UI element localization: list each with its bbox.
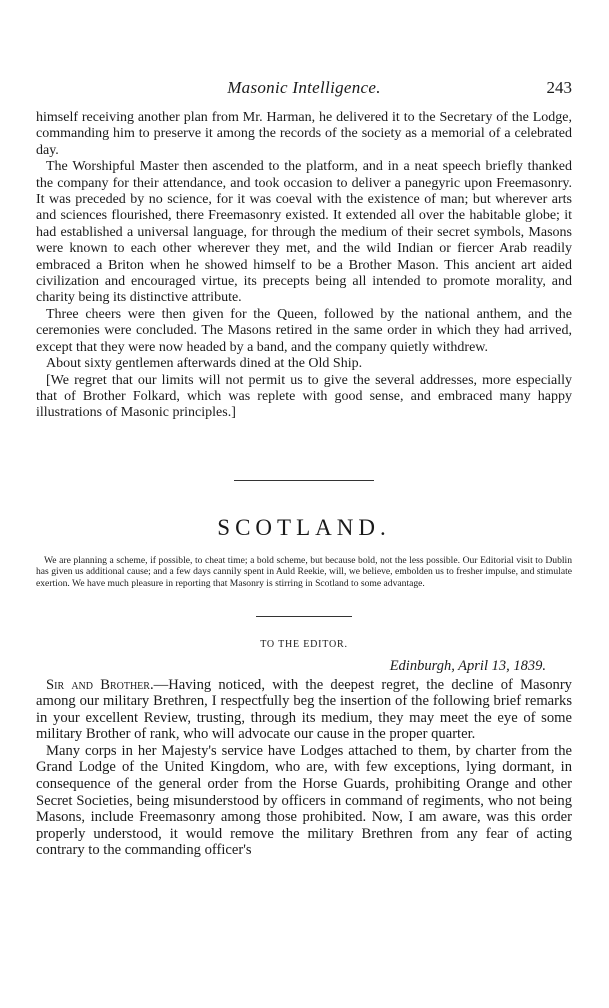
article-paragraph-3: Three cheers were then given for the Queen, followed by the national anthem, and the ceremonies were concluded. The Masons retired in the same order in which they had arrived, except that they were now headed by a band, and the company quietly withdrew. (36, 306, 572, 355)
letter-heading: TO THE EDITOR. (260, 638, 348, 650)
note-divider (256, 616, 352, 617)
letter-salutation: Sir and Brother. (46, 676, 154, 693)
section-divider (234, 480, 374, 481)
article-paragraph-2: The Worshipful Master then ascended to the platform, and in a neat speech briefly thanked the company for their attendance, and took occasion to deliver a panegyric upon Freemasonry. It was preceded by no science, for it was coeval with the existence of man; but wherever arts and sciences flourished, there Freemasonry existed. It extended all over the habitable globe; it had established a universal language, for through the medium of their secret symbols, Masons were known to each other wherever they met, and the wild Indian or fiercer Arab readily embraced a Briton when he showed himself to be a Brother Mason. This ancient art aided civilization and encouraged virtue, its precepts being all intended to promote morality, and charity being its distinctive attribute. (36, 159, 572, 306)
editorial-note: We are planning a scheme, if possible, to cheat time; a bold scheme, but because bold, not the less possible. Our Editorial visit to Dublin has given us additional cause; and a few days cannily spent in Auld Reekie, will, we believe, embolden us to fresher impulse, and stimulate exertion. We have much pleasure in reporting that Masonry is stirring in Scotland to some advantage. (36, 554, 572, 589)
article-paragraph-5: [We regret that our limits will not permit us to give the several addresses, more especially that of Brother Folkard, which was replete with good sense, and embraced many happy illustrations of Masonic principles.] (36, 372, 572, 421)
article-paragraph-4: About sixty gentlemen afterwards dined at the Old Ship. (46, 356, 363, 372)
running-head (36, 78, 572, 104)
page-number: 243 (546, 78, 572, 97)
article-text (36, 110, 572, 422)
running-title: Masonic Intelligence. (227, 78, 381, 97)
letter-paragraph-1 (36, 677, 572, 743)
letter-paragraph-2: Many corps in her Majesty's service have Lodges attached to them, by charter from the Grand Lodge of the United Kingdom, who are, with few exceptions, lying dormant, in consequence of the general order from the Horse Guards, prohibiting Orange and other Secret Societies, being misunderstood by officers in command of regiments, who not being Masons, include Freemasonry among those prohibited. Now, I am aware, was this order properly understood, it would remove the military Brethren from any fear of acting contrary to the commanding officer's (36, 742, 572, 859)
letter-dateline: Edinburgh, April 13, 1839. (389, 657, 546, 674)
section-heading-scotland: SCOTLAND. (217, 514, 391, 540)
letter-body (36, 677, 572, 860)
letter-paragraph-1-text: —Having noticed, with the deepest regret, the decline of Masonry among our military Brethren, I respectfully beg the insertion of the following brief remarks in your excellent Review, trusting, through its medium, they may meet the eye of some military Brother of rank, who will advocate our cause in the proper quarter. (36, 676, 572, 743)
book-page (36, 78, 572, 859)
article-paragraph-1: himself receiving another plan from Mr. Harman, he delivered it to the Secretary of the Lodge, commanding him to preserve it among the records of the society as a memorial of a celebrated day. (36, 110, 572, 158)
